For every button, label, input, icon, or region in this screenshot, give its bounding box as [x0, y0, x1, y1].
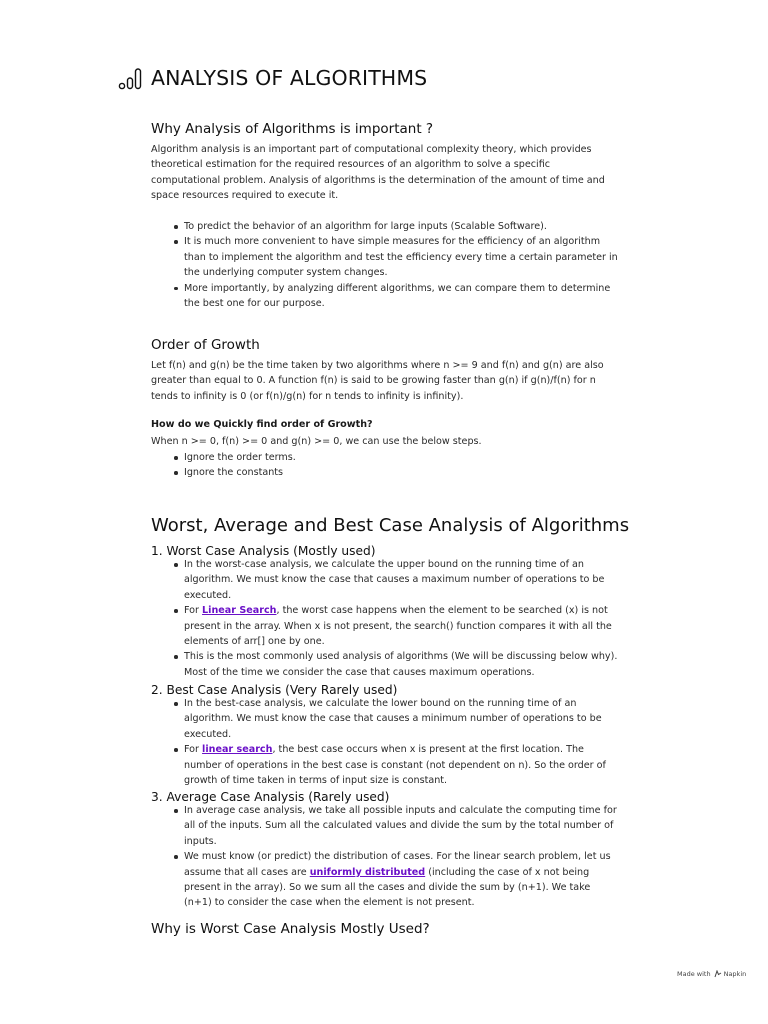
uniformly-distributed-link[interactable]: uniformly distributed [309, 866, 426, 878]
order-question: How do we Quickly find order of Growth? [151, 419, 373, 430]
list-item: To predict the behavior of an algorithm for large inputs (Scalable Software). [151, 219, 621, 234]
page-title: ANALYSIS OF ALGORITHMS [151, 66, 428, 90]
why-paragraph: Algorithm analysis is an important part of computational complexity theory, which provides theoretical estimation for the required resources of an algorithm to solve a specific computational problem. Analysis of algorithms is the determination of the amount of time and space resources required to execute it. [151, 144, 605, 202]
bullet-text: , the best case occurs when x is present at the first location. The number of operations in the best case is constant (not dependent on n). So the order of growth of time taken in terms of input size is constant. [184, 744, 606, 787]
bullet-text: We must know (or predict) the distribution of cases. For the linear search problem, let us assume that all cases are [184, 851, 611, 878]
made-with-label: Made with [677, 970, 711, 978]
order-heading: Order of Growth [151, 337, 260, 353]
list-item: In the best-case analysis, we calculate the lower bound on the running time of an algorithm. We must know the case that causes a minimum number of operations to be executed. [151, 696, 621, 742]
bullet-text: For [184, 605, 203, 617]
order-steps-list [151, 450, 621, 481]
why-heading: Why Analysis of Algorithms is important ? [151, 121, 434, 137]
brand-label: Napkin [723, 970, 747, 978]
list-item [151, 603, 621, 649]
list-item: It is much more convenient to have simple measures for the efficiency of an algorithm than to implement the algorithm and test the efficiency every time a certain parameter in the underlying computer system changes. [151, 234, 621, 280]
linear-search-link[interactable]: linear search [202, 744, 273, 756]
list-item [151, 742, 621, 788]
list-item: Ignore the constants [151, 465, 621, 480]
best-case-heading: 2. Best Case Analysis (Very Rarely used) [151, 683, 398, 697]
bullet-text: (including the case of x not being present in the array). So we sum all the cases and divide the sum by (n+1). We take (n+1) to consider the case when the element is not present. [184, 866, 591, 909]
linear-search-link[interactable]: Linear Search [202, 605, 277, 617]
document-header [118, 66, 427, 90]
why-worst-heading: Why is Worst Case Analysis Mostly Used? [151, 921, 430, 937]
bar-chart-icon [118, 66, 145, 90]
average-case-list [151, 803, 621, 911]
bullet-text: For [184, 744, 203, 756]
order-paragraph: Let f(n) and g(n) be the time taken by two algorithms where n >= 9 and f(n) and g(n) are also greater than equal to 0. A function f(n) is said to be growing faster than g(n) if g(n)/f(n) for n tends to infinity is 0 (or f(n)/g(n) for n tends to infinity is infinity). [151, 360, 604, 402]
napkin-logo-icon [714, 970, 722, 978]
list-item [151, 849, 621, 911]
why-bullet-list [151, 219, 621, 311]
order-intro: When n >= 0, f(n) >= 0 and g(n) >= 0, we can use the below steps. [151, 436, 482, 447]
list-item: In average case analysis, we take all possible inputs and calculate the computing time for all of the inputs. Sum all the calculated values and divide the sum by the total number of inputs. [151, 803, 621, 849]
worst-case-heading: 1. Worst Case Analysis (Mostly used) [151, 544, 376, 558]
average-case-heading: 3. Average Case Analysis (Rarely used) [151, 790, 390, 804]
bullet-text: , the worst case happens when the element to be searched (x) is not present in the array. When x is not present, the search() function compares it with all the elements of arr[] one by one. [184, 605, 612, 648]
cases-heading: Worst, Average and Best Case Analysis of Algorithms [151, 515, 630, 536]
list-item: This is the most commonly used analysis of algorithms (We will be discussing below why). Most of the time we consider the case that causes maximum operations. [151, 649, 621, 680]
list-item: More importantly, by analyzing different algorithms, we can compare them to determine the best one for our purpose. [151, 281, 621, 312]
best-case-list [151, 696, 621, 788]
list-item: In the worst-case analysis, we calculate the upper bound on the running time of an algorithm. We must know the case that causes a maximum number of operations to be executed. [151, 557, 621, 603]
list-item: Ignore the order terms. [151, 450, 621, 465]
footer-badge[interactable] [677, 970, 746, 978]
worst-case-list [151, 557, 621, 680]
